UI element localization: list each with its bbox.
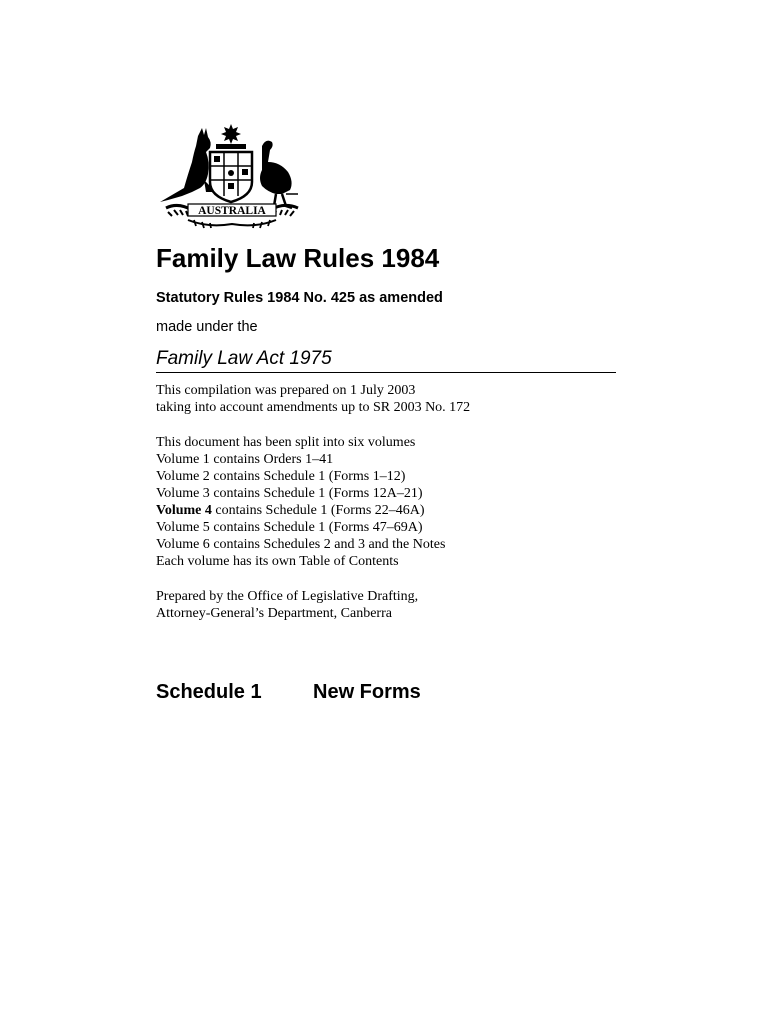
document-title: Family Law Rules 1984: [156, 243, 440, 273]
crest-label: AUSTRALIA: [198, 205, 266, 217]
volume-description: contains Schedule 1 (Forms 22–46A): [211, 503, 425, 518]
divider-rule: [156, 372, 616, 373]
volume-item: [156, 485, 445, 502]
compilation-line: This compilation was prepared on 1 July 2003: [156, 383, 416, 398]
volume-label: Volume 6: [156, 537, 210, 552]
volume-item: [156, 519, 445, 536]
volume-item: [156, 468, 445, 485]
schedule-number: Schedule 1: [156, 681, 262, 703]
volume-label-current: Volume 4: [156, 503, 212, 518]
volumes-outro: Each volume has its own Table of Contents: [156, 554, 399, 569]
volume-description: contains Schedule 1 (Forms 1–12): [209, 469, 406, 484]
volume-description: contains Schedules 2 and 3 and the Notes: [209, 537, 446, 552]
volume-item: [156, 451, 445, 468]
volume-label: Volume 5: [156, 520, 210, 535]
prepared-by-line: Prepared by the Office of Legislative Drafting,: [156, 589, 419, 604]
prepared-by-line: Attorney-General’s Department, Canberra: [156, 606, 392, 621]
volume-label: Volume 1: [156, 452, 210, 467]
made-under-text: made under the: [156, 319, 258, 335]
volumes-intro: This document has been split into six volumes: [156, 435, 416, 450]
volume-description: contains Orders 1–41: [209, 452, 334, 467]
compilation-note: [156, 382, 470, 416]
volume-description: contains Schedule 1 (Forms 12A–21): [209, 486, 423, 501]
volume-item: [156, 536, 445, 553]
compilation-line: taking into account amendments up to SR 2003 No. 172: [156, 400, 471, 415]
coat-of-arms-logo: [158, 122, 304, 230]
prepared-by-note: [156, 588, 418, 622]
volume-label: Volume 3: [156, 486, 210, 501]
volumes-list: [156, 434, 445, 570]
schedule-title: New Forms: [313, 681, 421, 703]
statutory-rules-subtitle: Statutory Rules 1984 No. 425 as amended: [156, 290, 443, 306]
volume-label: Volume 2: [156, 469, 210, 484]
volume-description: contains Schedule 1 (Forms 47–69A): [209, 520, 423, 535]
volume-item-current: [156, 502, 445, 519]
act-title: Family Law Act 1975: [156, 348, 332, 369]
